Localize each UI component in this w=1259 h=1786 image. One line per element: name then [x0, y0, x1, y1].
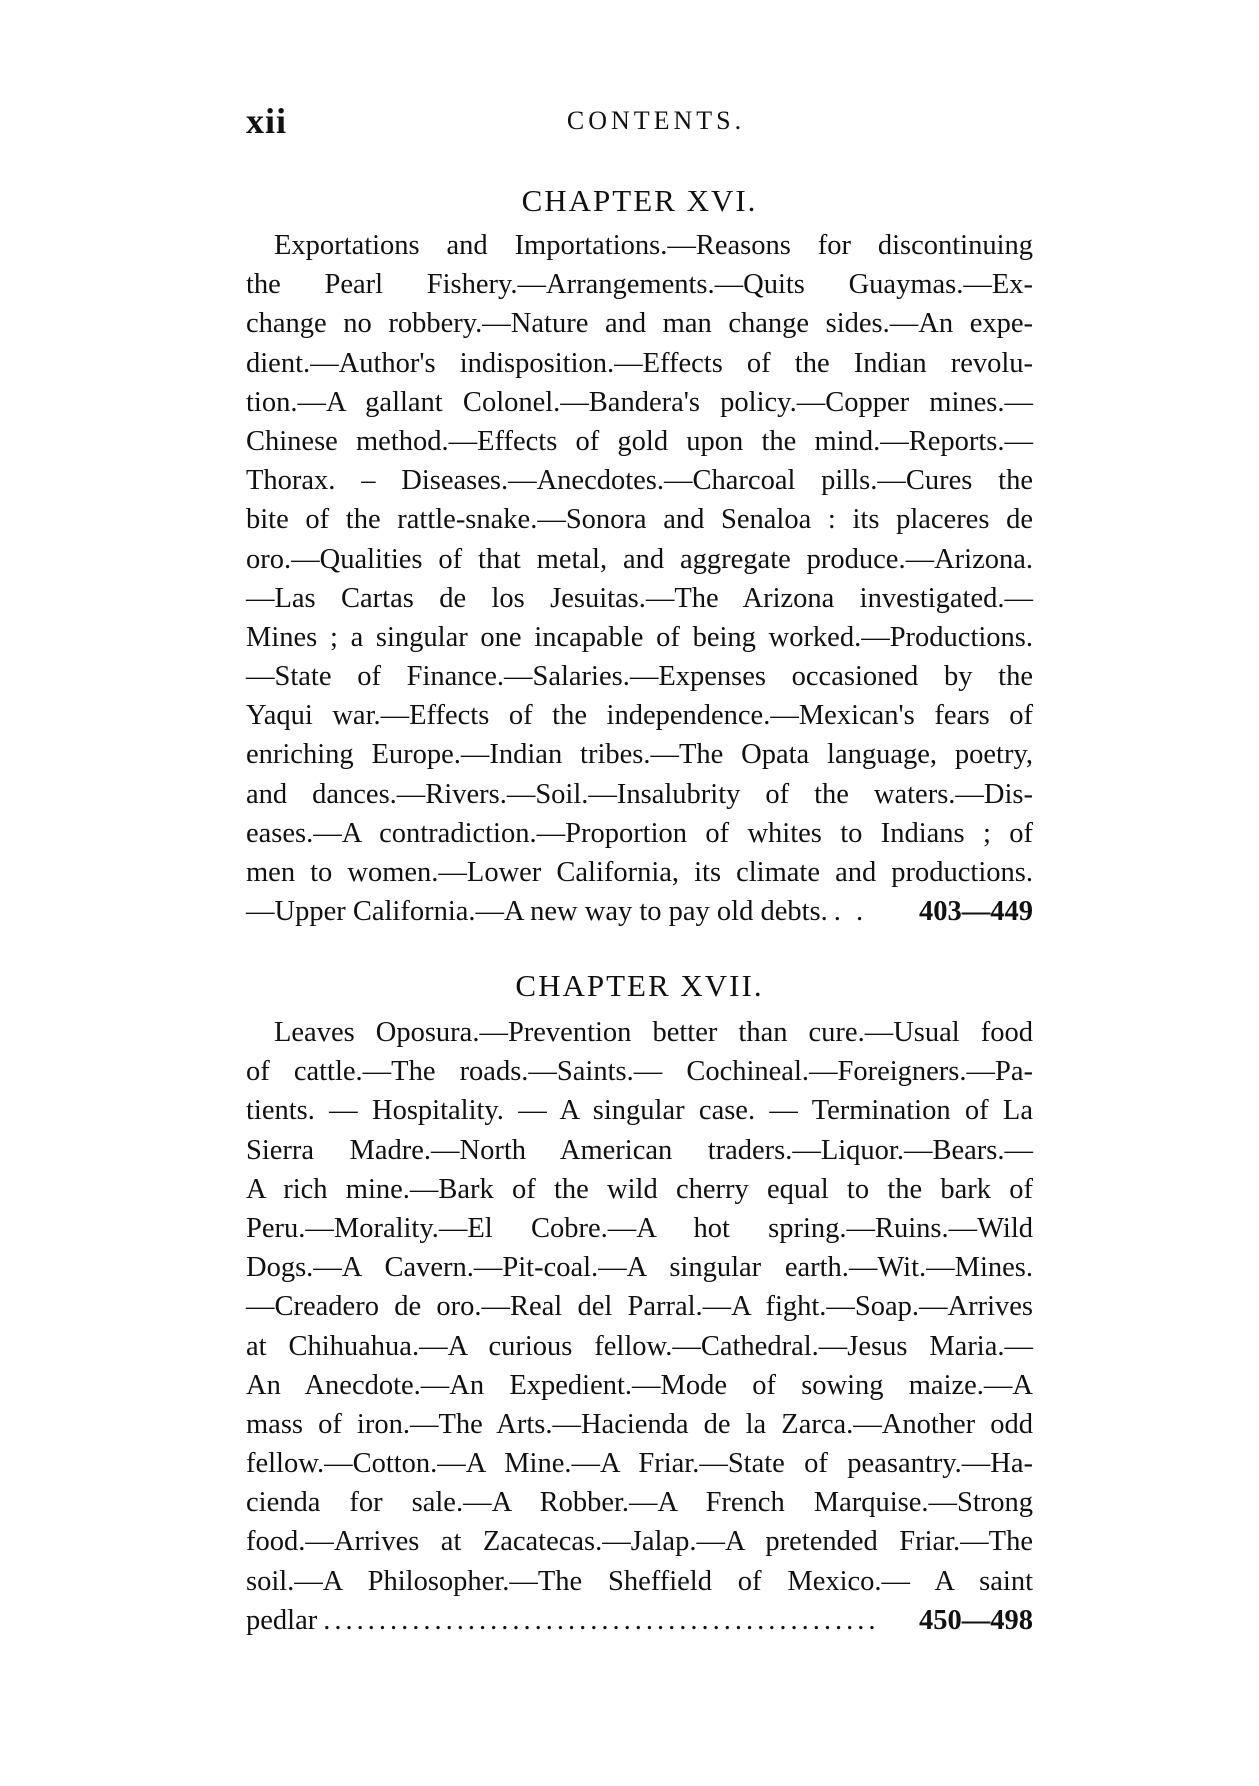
summary-line: the Pearl Fishery.—Arrangements.—Quits Guaymas.—Ex-: [246, 269, 1033, 301]
summary-line: Thorax. – Diseases.—Anecdotes.—Charcoal pills.—Cures the: [246, 465, 1033, 497]
summary-line: food.—Arrives at Zacatecas.—Jalap.—A pretended Friar.—The: [246, 1526, 1033, 1558]
page-range: 450—498: [919, 1604, 1033, 1636]
dot-leader: ..................................................: [323, 1604, 880, 1636]
chapter-heading: CHAPTER XVI.: [521, 183, 758, 218]
running-head: [246, 100, 1013, 140]
summary-line: of cattle.—The roads.—Saints.— Cochineal.—Foreigners.—Pa-: [246, 1056, 1033, 1088]
page-range: 403—449: [919, 896, 1033, 928]
summary-line: Yaqui war.—Effects of the independence.—Mexican's fears of: [246, 700, 1033, 732]
summary-line-text: pedlar: [246, 1604, 318, 1636]
summary-line: dient.—Author's indisposition.—Effects of the Indian revolu-: [246, 347, 1033, 379]
summary-line: Exportations and Importations.—Reasons for discontinuing: [274, 230, 1033, 261]
summary-line: —Las Cartas de los Jesuitas.—The Arizona investigated.—: [246, 582, 1033, 614]
summary-line: soil.—A Philosopher.—The Sheffield of Mexico.— A saint: [246, 1565, 1033, 1597]
summary-line: at Chihuahua.—A curious fellow.—Cathedral.—Jesus Maria.—: [246, 1330, 1033, 1362]
summary-line: —State of Finance.—Salaries.—Expenses occasioned by the: [246, 661, 1033, 693]
summary-line: Peru.—Morality.—El Cobre.—A hot spring.—Ruins.—Wild: [246, 1212, 1033, 1244]
summary-line: mass of iron.—The Arts.—Hacienda de la Zarca.—Another odd: [246, 1408, 1033, 1440]
summary-line: enriching Europe.—Indian tribes.—The Opata language, poetry,: [246, 739, 1033, 771]
summary-line-text: —Upper California.—A new way to pay old debts.: [246, 896, 828, 928]
summary-line: Chinese method.—Effects of gold upon the mind.—Reports.—: [246, 425, 1033, 457]
summary-line: Leaves Oposura.—Prevention better than cure.—Usual food: [274, 1017, 1033, 1048]
summary-line: tion.—A gallant Colonel.—Bandera's policy.—Copper mines.—: [246, 386, 1033, 418]
summary-last-line: [246, 892, 1033, 931]
summary-last-line: [246, 1601, 1033, 1640]
summary-line: Sierra Madre.—North American traders.—Liquor.—Bears.—: [246, 1134, 1033, 1166]
summary-line: change no robbery.—Nature and man change sides.—An expe-: [246, 308, 1033, 340]
summary-line: and dances.—Rivers.—Soil.—Insalubrity of the waters.—Dis-: [246, 778, 1033, 810]
summary-line: tients. — Hospitality. — A singular case. — Termination of La: [246, 1095, 1033, 1127]
page-number: xii: [246, 101, 288, 141]
chapter-summary: [246, 226, 1033, 931]
summary-line: —Creadero de oro.—Real del Parral.—A fight.—Soap.—Arrives: [246, 1291, 1033, 1323]
summary-line: fellow.—Cotton.—A Mine.—A Friar.—State of peasantry.—Ha-: [246, 1448, 1033, 1480]
chapter-heading: CHAPTER XVII.: [515, 968, 764, 1003]
running-title: CONTENTS.: [566, 106, 746, 135]
summary-line: Mines ; a singular one incapable of being worked.—Productions.: [246, 621, 1033, 653]
dot-leader: . .: [833, 896, 868, 928]
summary-line: men to women.—Lower California, its climate and productions.: [246, 857, 1033, 888]
chapter-summary: [246, 1013, 1033, 1640]
summary-line: eases.—A contradiction.—Proportion of whites to Indians ; of: [246, 817, 1033, 849]
summary-line: cienda for sale.—A Robber.—A French Marquise.—Strong: [246, 1487, 1033, 1519]
summary-line: bite of the rattle-snake.—Sonora and Senaloa : its placeres de: [246, 504, 1033, 536]
summary-line: Dogs.—A Cavern.—Pit-coal.—A singular earth.—Wit.—Mines.: [246, 1252, 1033, 1284]
summary-line: A rich mine.—Bark of the wild cherry equal to the bark of: [246, 1173, 1033, 1205]
summary-line: An Anecdote.—An Expedient.—Mode of sowing maize.—A: [246, 1369, 1033, 1401]
summary-line: oro.—Qualities of that metal, and aggregate produce.—Arizona.: [246, 543, 1033, 575]
